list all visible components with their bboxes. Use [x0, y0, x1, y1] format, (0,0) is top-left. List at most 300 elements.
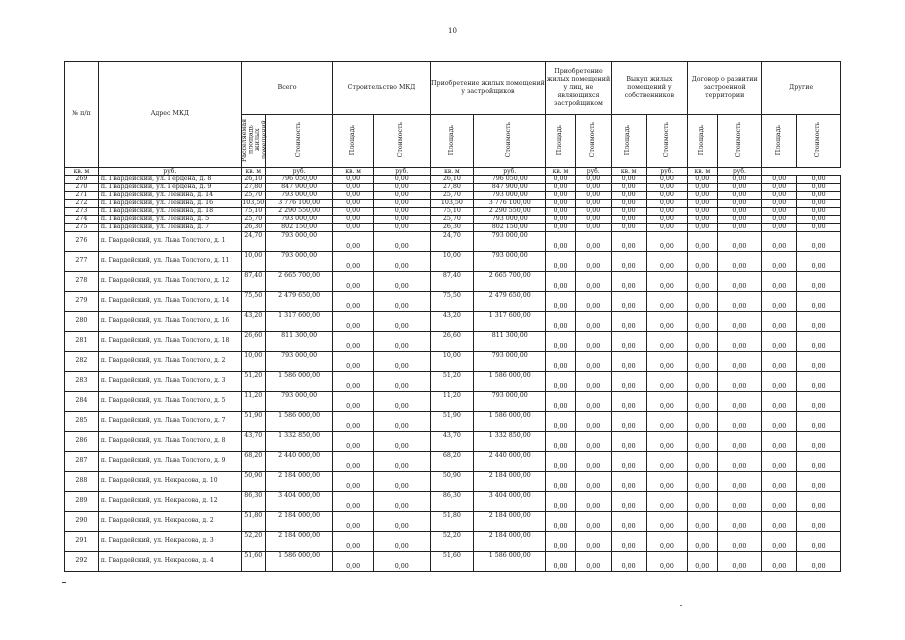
zero-cell: 0,00: [546, 432, 575, 452]
row-address: п. Гвардейский, ул. Льва Толстого, д. 7: [98, 412, 241, 432]
zero-cell: 0,00: [688, 192, 717, 200]
total-area: 26,10: [241, 176, 265, 184]
table-header: [65, 62, 841, 176]
zero-cell: 0,00: [646, 312, 687, 332]
developer-area: 26,60: [430, 332, 474, 352]
zero-cell: 0,00: [575, 372, 611, 392]
row-number: 285: [65, 412, 99, 432]
developer-cost: 1 332 850,00: [474, 432, 546, 452]
zero-cell: 0,00: [688, 216, 717, 224]
sub-header-label: Площадь: [447, 124, 455, 155]
zero-cell: 0,00: [575, 512, 611, 532]
zero-cell: 0,00: [611, 292, 646, 312]
total-cost: 2 184 000,00: [265, 532, 333, 552]
row-number: 279: [65, 292, 99, 312]
construction-cost: 0,00: [373, 272, 430, 292]
zero-cell: 0,00: [611, 184, 646, 192]
sub-header-label: Стоимость: [662, 122, 670, 158]
developer-area: 43,20: [430, 312, 474, 332]
total-cost: 793 000,00: [265, 352, 333, 372]
developer-cost: 3 776 100,00: [474, 200, 546, 208]
zero-cell: 0,00: [611, 512, 646, 532]
developer-cost: 1 586 000,00: [474, 412, 546, 432]
zero-cell: 0,00: [688, 532, 717, 552]
total-area: 75,50: [241, 292, 265, 312]
developer-cost: 793 000,00: [474, 232, 546, 252]
total-area: 68,20: [241, 452, 265, 472]
row-address: п. Гвардейский, ул. Некрасова, д. 3: [98, 532, 241, 552]
unit-cell: кв. м: [241, 168, 265, 176]
zero-cell: 0,00: [575, 492, 611, 512]
zero-cell: 0,00: [688, 372, 717, 392]
zero-cell: 0,00: [688, 412, 717, 432]
zero-cell: 0,00: [611, 552, 646, 572]
total-area: 51,20: [241, 372, 265, 392]
table-row: [65, 292, 841, 312]
construction-cost: 0,00: [373, 216, 430, 224]
row-address: п. Гвардейский, ул. Льва Толстого, д. 14: [98, 292, 241, 312]
zero-cell: 0,00: [717, 272, 762, 292]
zero-cell: 0,00: [646, 272, 687, 292]
zero-cell: 0,00: [762, 192, 797, 200]
zero-cell: 0,00: [688, 176, 717, 184]
row-number: 269: [65, 176, 99, 184]
construction-cost: 0,00: [373, 176, 430, 184]
zero-cell: 0,00: [762, 216, 797, 224]
zero-cell: 0,00: [688, 392, 717, 412]
zero-cell: 0,00: [546, 532, 575, 552]
zero-cell: 0,00: [611, 472, 646, 492]
zero-cell: 0,00: [717, 532, 762, 552]
zero-cell: 0,00: [546, 412, 575, 432]
developer-cost: 2 665 700,00: [474, 272, 546, 292]
unit-cell: кв. м: [65, 168, 99, 176]
construction-area: 0,00: [333, 412, 373, 432]
sub-header-label: Площадь: [624, 124, 632, 155]
table-row: [65, 432, 841, 452]
construction-cost: 0,00: [373, 392, 430, 412]
construction-cost: 0,00: [373, 372, 430, 392]
zero-cell: 0,00: [546, 292, 575, 312]
zero-cell: 0,00: [762, 512, 797, 532]
row-address: п. Гвардейский, ул. Некрасова, д. 4: [98, 552, 241, 572]
row-number: 271: [65, 192, 99, 200]
zero-cell: 0,00: [717, 552, 762, 572]
zero-cell: 0,00: [611, 232, 646, 252]
sub-header-label: Стоимость: [735, 122, 743, 158]
zero-cell: 0,00: [611, 392, 646, 412]
developer-cost: 2 440 000,00: [474, 452, 546, 472]
table-row: [65, 472, 841, 492]
developer-area: 24,70: [430, 232, 474, 252]
zero-cell: 0,00: [646, 208, 687, 216]
developer-cost: 793 000,00: [474, 192, 546, 200]
unit-cell: руб.: [646, 168, 687, 176]
total-cost: 2 184 000,00: [265, 512, 333, 532]
developer-area: 51,60: [430, 552, 474, 572]
total-area: 10,00: [241, 352, 265, 372]
table-row: [65, 216, 841, 224]
sub-header-area: [762, 115, 797, 168]
construction-cost: 0,00: [373, 492, 430, 512]
total-cost: 2 479 650,00: [265, 292, 333, 312]
row-address: п. Гвардейский, ул. Льва Толстого, д. 9: [98, 452, 241, 472]
row-address: п. Гвардейский, ул. Герцена, д. 8: [98, 176, 241, 184]
row-number: 292: [65, 552, 99, 572]
zero-cell: 0,00: [611, 216, 646, 224]
zero-cell: 0,00: [546, 312, 575, 332]
zero-cell: 0,00: [717, 252, 762, 272]
construction-area: 0,00: [333, 232, 373, 252]
total-area: 27,80: [241, 184, 265, 192]
zero-cell: 0,00: [762, 272, 797, 292]
row-address: п. Гвардейский, ул. Льва Толстого, д. 2: [98, 352, 241, 372]
developer-area: 51,80: [430, 512, 474, 532]
total-area: 10,00: [241, 252, 265, 272]
construction-cost: 0,00: [373, 252, 430, 272]
developer-area: 26,30: [430, 224, 474, 232]
total-cost: 793 000,00: [265, 252, 333, 272]
zero-cell: 0,00: [546, 184, 575, 192]
sub-header-cost: [646, 115, 687, 168]
zero-cell: 0,00: [717, 492, 762, 512]
zero-cell: 0,00: [688, 200, 717, 208]
group-header-territory: Договор о развитии застроенной территории: [688, 62, 762, 115]
zero-cell: 0,00: [717, 224, 762, 232]
zero-cell: 0,00: [797, 216, 841, 224]
developer-cost: 793 000,00: [474, 392, 546, 412]
row-address: п. Гвардейский, ул. Льва Толстого, д. 1: [98, 232, 241, 252]
zero-cell: 0,00: [688, 252, 717, 272]
zero-cell: 0,00: [762, 372, 797, 392]
zero-cell: 0,00: [688, 224, 717, 232]
sub-header-label: Стоимость: [505, 122, 513, 158]
sub-header-cost: [474, 115, 546, 168]
zero-cell: 0,00: [646, 216, 687, 224]
table-row: [65, 252, 841, 272]
row-number: 284: [65, 392, 99, 412]
zero-cell: 0,00: [575, 176, 611, 184]
row-number: 274: [65, 216, 99, 224]
total-cost: 3 404 000,00: [265, 492, 333, 512]
construction-cost: 0,00: [373, 552, 430, 572]
developer-area: 75,50: [430, 292, 474, 312]
total-area: 75,10: [241, 208, 265, 216]
zero-cell: 0,00: [546, 224, 575, 232]
zero-cell: 0,00: [575, 272, 611, 292]
zero-cell: 0,00: [717, 192, 762, 200]
zero-cell: 0,00: [762, 472, 797, 492]
zero-cell: 0,00: [546, 192, 575, 200]
group-header-other: Другие: [762, 62, 841, 115]
group-header-buyout: Выкуп жилых помещений у собственников: [611, 62, 687, 115]
table-row: [65, 372, 841, 392]
zero-cell: 0,00: [646, 224, 687, 232]
table-row: [65, 332, 841, 352]
unit-cell: кв. м: [688, 168, 717, 176]
zero-cell: 0,00: [646, 232, 687, 252]
zero-cell: 0,00: [762, 200, 797, 208]
zero-cell: 0,00: [717, 432, 762, 452]
developer-cost: 802 150,00: [474, 224, 546, 232]
total-cost: 793 000,00: [265, 216, 333, 224]
row-number: 272: [65, 200, 99, 208]
zero-cell: 0,00: [646, 512, 687, 532]
developer-area: 86,30: [430, 492, 474, 512]
total-area: 11,20: [241, 392, 265, 412]
developer-cost: 2 184 000,00: [474, 532, 546, 552]
zero-cell: 0,00: [717, 184, 762, 192]
unit-cell: руб.: [373, 168, 430, 176]
sub-header-cost: [575, 115, 611, 168]
sub-header-cost: [797, 115, 841, 168]
construction-cost: 0,00: [373, 208, 430, 216]
zero-cell: 0,00: [688, 352, 717, 372]
zero-cell: 0,00: [575, 208, 611, 216]
zero-cell: 0,00: [611, 412, 646, 432]
total-cost: 2 440 000,00: [265, 452, 333, 472]
construction-area: 0,00: [333, 392, 373, 412]
sub-header-cost: [373, 115, 430, 168]
developer-cost: 2 184 000,00: [474, 512, 546, 532]
row-address: п. Гвардейский, ул. Ленина, д. 5: [98, 216, 241, 224]
zero-cell: 0,00: [546, 176, 575, 184]
zero-cell: 0,00: [611, 332, 646, 352]
zero-cell: 0,00: [717, 176, 762, 184]
developer-cost: 3 404 000,00: [474, 492, 546, 512]
construction-area: 0,00: [333, 292, 373, 312]
developer-cost: 793 000,00: [474, 216, 546, 224]
zero-cell: 0,00: [762, 252, 797, 272]
row-number: 287: [65, 452, 99, 472]
total-area: 51,80: [241, 512, 265, 532]
construction-cost: 0,00: [373, 412, 430, 432]
developer-cost: 1 586 000,00: [474, 372, 546, 392]
zero-cell: 0,00: [797, 184, 841, 192]
row-number: 273: [65, 208, 99, 216]
total-area: 43,70: [241, 432, 265, 452]
zero-cell: 0,00: [575, 432, 611, 452]
zero-cell: 0,00: [646, 200, 687, 208]
sub-header-label: Площадь: [698, 124, 706, 155]
total-area: 87,40: [241, 272, 265, 292]
total-cost: 811 300,00: [265, 332, 333, 352]
zero-cell: 0,00: [546, 472, 575, 492]
total-area: 51,60: [241, 552, 265, 572]
zero-cell: 0,00: [797, 232, 841, 252]
construction-area: 0,00: [333, 312, 373, 332]
developer-area: 51,90: [430, 412, 474, 432]
developer-area: 51,20: [430, 372, 474, 392]
unit-cell: кв. м: [333, 168, 373, 176]
zero-cell: 0,00: [717, 372, 762, 392]
developer-area: 43,70: [430, 432, 474, 452]
zero-cell: 0,00: [717, 208, 762, 216]
zero-cell: 0,00: [797, 192, 841, 200]
row-number: 270: [65, 184, 99, 192]
construction-cost: 0,00: [373, 472, 430, 492]
total-cost: 793 000,00: [265, 192, 333, 200]
zero-cell: 0,00: [546, 252, 575, 272]
zero-cell: 0,00: [797, 532, 841, 552]
table-row: [65, 412, 841, 432]
sub-header-label: Стоимость: [397, 122, 405, 158]
zero-cell: 0,00: [797, 432, 841, 452]
zero-cell: 0,00: [646, 412, 687, 432]
zero-cell: 0,00: [611, 176, 646, 184]
zero-cell: 0,00: [646, 184, 687, 192]
total-area: 50,90: [241, 472, 265, 492]
zero-cell: 0,00: [762, 232, 797, 252]
zero-cell: 0,00: [611, 372, 646, 392]
col-header-address: Адрес МКД: [98, 62, 241, 168]
row-address: п. Гвардейский, ул. Ленина, д. 14: [98, 192, 241, 200]
zero-cell: 0,00: [546, 272, 575, 292]
developer-cost: 796 050,00: [474, 176, 546, 184]
scan-speck: [680, 605, 682, 606]
table-row: [65, 192, 841, 200]
zero-cell: 0,00: [797, 176, 841, 184]
zero-cell: 0,00: [646, 532, 687, 552]
sub-header-label: Стоимость: [294, 122, 302, 158]
zero-cell: 0,00: [688, 332, 717, 352]
zero-cell: 0,00: [797, 332, 841, 352]
table-row: [65, 452, 841, 472]
construction-area: 0,00: [333, 272, 373, 292]
zero-cell: 0,00: [611, 532, 646, 552]
construction-cost: 0,00: [373, 224, 430, 232]
zero-cell: 0,00: [688, 272, 717, 292]
zero-cell: 0,00: [688, 208, 717, 216]
total-cost: 1 586 000,00: [265, 372, 333, 392]
zero-cell: 0,00: [546, 372, 575, 392]
row-address: п. Гвардейский, ул. Льва Толстого, д. 16: [98, 312, 241, 332]
zero-cell: 0,00: [646, 332, 687, 352]
zero-cell: 0,00: [575, 312, 611, 332]
zero-cell: 0,00: [575, 532, 611, 552]
construction-area: 0,00: [333, 332, 373, 352]
zero-cell: 0,00: [762, 432, 797, 452]
zero-cell: 0,00: [611, 492, 646, 512]
zero-cell: 0,00: [762, 332, 797, 352]
zero-cell: 0,00: [797, 272, 841, 292]
unit-cell: руб.: [717, 168, 762, 176]
table-row: [65, 392, 841, 412]
col-header-num: № п/п: [65, 62, 99, 168]
row-address: п. Гвардейский, ул. Некрасова, д. 2: [98, 512, 241, 532]
construction-area: 0,00: [333, 552, 373, 572]
row-address: п. Гвардейский, ул. Ленина, д. 16: [98, 200, 241, 208]
zero-cell: 0,00: [575, 232, 611, 252]
zero-cell: 0,00: [797, 512, 841, 532]
developer-cost: 2 184 000,00: [474, 472, 546, 492]
zero-cell: 0,00: [797, 492, 841, 512]
unit-cell: руб.: [98, 168, 241, 176]
row-address: п. Гвардейский, ул. Герцена, д. 9: [98, 184, 241, 192]
row-number: 291: [65, 532, 99, 552]
construction-area: 0,00: [333, 208, 373, 216]
construction-area: 0,00: [333, 432, 373, 452]
zero-cell: 0,00: [688, 552, 717, 572]
zero-cell: 0,00: [611, 312, 646, 332]
developer-cost: 811 300,00: [474, 332, 546, 352]
construction-area: 0,00: [333, 352, 373, 372]
zero-cell: 0,00: [575, 552, 611, 572]
total-cost: 847 900,00: [265, 184, 333, 192]
zero-cell: 0,00: [646, 352, 687, 372]
zero-cell: 0,00: [762, 352, 797, 372]
total-cost: 1 586 000,00: [265, 412, 333, 432]
total-cost: 1 586 000,00: [265, 552, 333, 572]
zero-cell: 0,00: [546, 492, 575, 512]
row-number: 289: [65, 492, 99, 512]
construction-area: 0,00: [333, 184, 373, 192]
zero-cell: 0,00: [575, 192, 611, 200]
zero-cell: 0,00: [611, 192, 646, 200]
zero-cell: 0,00: [611, 208, 646, 216]
unit-cell: руб.: [575, 168, 611, 176]
developer-area: 27,80: [430, 184, 474, 192]
zero-cell: 0,00: [646, 492, 687, 512]
zero-cell: 0,00: [575, 252, 611, 272]
construction-cost: 0,00: [373, 184, 430, 192]
table-row: [65, 352, 841, 372]
zero-cell: 0,00: [546, 512, 575, 532]
zero-cell: 0,00: [688, 492, 717, 512]
zero-cell: 0,00: [762, 452, 797, 472]
zero-cell: 0,00: [717, 292, 762, 312]
group-header-total: Всего: [241, 62, 333, 115]
zero-cell: 0,00: [546, 392, 575, 412]
table-row: [65, 176, 841, 184]
construction-cost: 0,00: [373, 512, 430, 532]
zero-cell: 0,00: [546, 552, 575, 572]
developer-area: 50,90: [430, 472, 474, 492]
zero-cell: 0,00: [646, 392, 687, 412]
zero-cell: 0,00: [797, 200, 841, 208]
zero-cell: 0,00: [762, 532, 797, 552]
group-header-developers: Приобретение жилых помещений у застройщиков: [430, 62, 546, 115]
zero-cell: 0,00: [762, 224, 797, 232]
zero-cell: 0,00: [717, 512, 762, 532]
developer-area: 25,70: [430, 216, 474, 224]
zero-cell: 0,00: [717, 332, 762, 352]
zero-cell: 0,00: [646, 252, 687, 272]
zero-cell: 0,00: [797, 392, 841, 412]
zero-cell: 0,00: [797, 252, 841, 272]
group-header-construction: Строительство МКД: [333, 62, 430, 115]
zero-cell: 0,00: [575, 412, 611, 432]
sub-header-cost: [717, 115, 762, 168]
zero-cell: 0,00: [546, 200, 575, 208]
margin-mark: [62, 582, 66, 583]
zero-cell: 0,00: [688, 432, 717, 452]
construction-area: 0,00: [333, 532, 373, 552]
zero-cell: 0,00: [762, 392, 797, 412]
construction-cost: 0,00: [373, 332, 430, 352]
total-cost: 793 000,00: [265, 232, 333, 252]
zero-cell: 0,00: [797, 412, 841, 432]
row-address: п. Гвардейский, ул. Ленина, д. 7: [98, 224, 241, 232]
group-header-non-developers: Приобретение жилых помещений у лиц, не являющихся застройщиком: [546, 62, 611, 115]
zero-cell: 0,00: [762, 412, 797, 432]
total-area: 26,60: [241, 332, 265, 352]
total-area: 51,90: [241, 412, 265, 432]
zero-cell: 0,00: [717, 472, 762, 492]
zero-cell: 0,00: [797, 292, 841, 312]
row-address: п. Гвардейский, ул. Льва Толстого, д. 8: [98, 432, 241, 452]
zero-cell: 0,00: [797, 452, 841, 472]
